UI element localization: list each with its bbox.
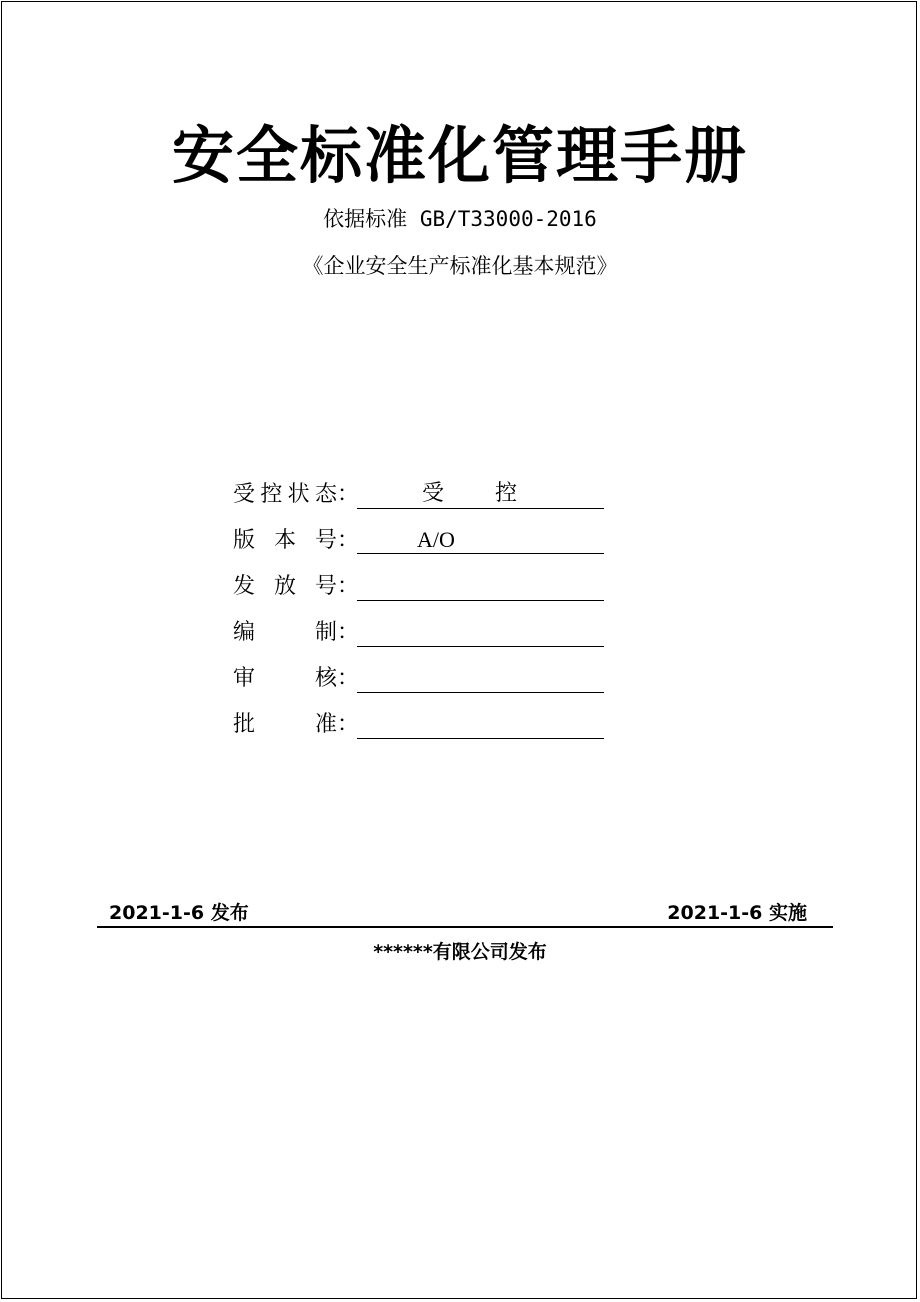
form-colon: ： [337,666,360,691]
label-char: 准 [314,712,337,737]
label-char: 核 [314,666,337,691]
form-row-reviewed-by [233,662,613,708]
label-char: 制 [314,620,337,645]
form-row-version [233,524,613,570]
form-row-approved-by [233,708,613,754]
label-char: 态 [314,482,337,507]
label-char: 号 [314,574,337,599]
version-field[interactable]: A/O [357,526,604,554]
label-char: 号 [314,528,337,553]
form-row-compiled-by [233,616,613,662]
form-colon: ： [337,482,360,507]
date-bar [97,900,833,928]
label-char: 状 [287,482,310,507]
standard-name: 《企业安全生产标准化基本规范》 [302,254,618,278]
form-row-control-status [233,478,613,524]
document-title: 安全标准化管理手册 [171,119,748,192]
form-colon: ： [337,620,360,645]
label-char: 放 [273,574,296,599]
publish-date: 2021-1-6 发布 [109,902,249,924]
label-char: 控 [260,482,283,507]
control-status-field[interactable]: 受 控 [357,480,604,509]
publisher-line: ******有限公司发布 [373,941,547,963]
standard-reference: 依据标准 GB/T33000-2016 [323,207,597,231]
label-char: 编 [233,620,256,645]
control-info-form [233,478,613,754]
issue-number-field[interactable] [357,572,604,601]
reviewed-by-field[interactable] [357,664,604,693]
label-char: 发 [233,574,256,599]
label-char: 本 [273,528,296,553]
approved-by-field[interactable] [357,710,604,739]
form-colon: ： [337,574,360,599]
form-row-issue-number [233,570,613,616]
form-colon: ： [337,712,360,737]
label-char: 批 [233,712,256,737]
label-char: 审 [233,666,256,691]
label-char: 版 [233,528,256,553]
implement-date: 2021-1-6 实施 [667,902,807,924]
label-char: 受 [233,482,256,507]
form-colon: ： [337,528,360,553]
compiled-by-field[interactable] [357,618,604,647]
